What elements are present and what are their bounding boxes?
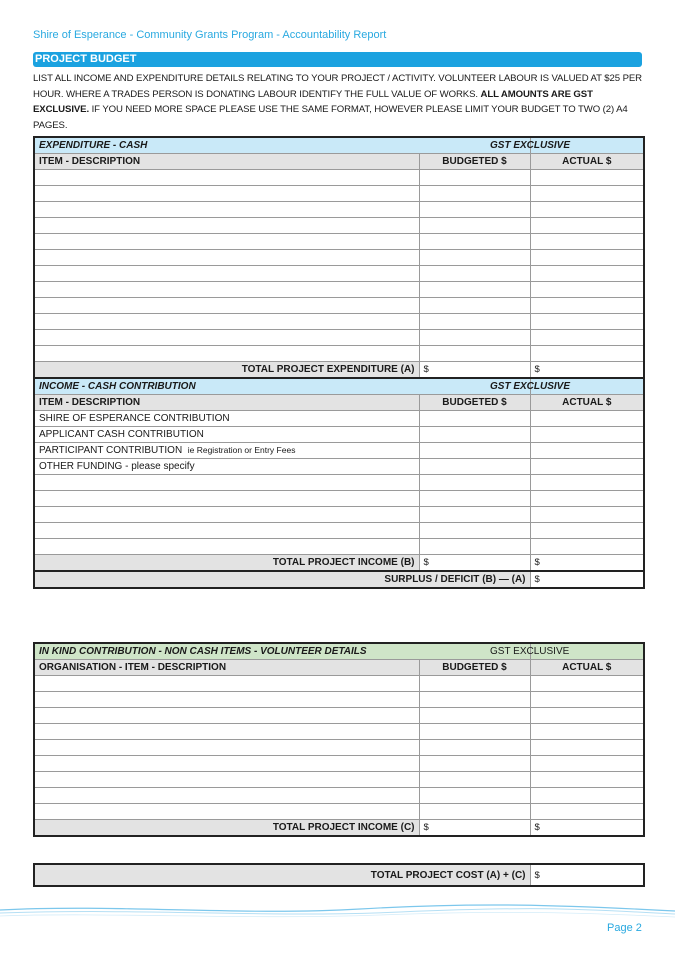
surplus-deficit-row bbox=[34, 571, 644, 588]
income-actual-cell[interactable] bbox=[530, 490, 644, 506]
inkind-budgeted-cell[interactable] bbox=[419, 723, 530, 739]
income-item-cell[interactable] bbox=[34, 490, 419, 506]
expenditure-item-cell[interactable] bbox=[34, 169, 419, 185]
income-budgeted-cell[interactable] bbox=[419, 522, 530, 538]
page-number: Page 2 bbox=[607, 922, 642, 934]
expenditure-actual-cell[interactable] bbox=[530, 249, 644, 265]
surplus-deficit-value[interactable]: $ bbox=[530, 571, 644, 588]
expenditure-item-cell[interactable] bbox=[34, 345, 419, 361]
col-item-description: ITEM - DESCRIPTION bbox=[34, 153, 419, 169]
expenditure-budgeted-cell[interactable] bbox=[419, 345, 530, 361]
income-item[interactable]: SHIRE OF ESPERANCE CONTRIBUTION bbox=[34, 410, 419, 426]
income-blank-row bbox=[34, 522, 644, 538]
income-blank-row bbox=[34, 506, 644, 522]
expenditure-item-cell[interactable] bbox=[34, 281, 419, 297]
income-actual-cell[interactable] bbox=[530, 426, 644, 442]
inkind-item-cell[interactable] bbox=[34, 675, 419, 691]
income-item-cell[interactable] bbox=[34, 474, 419, 490]
expenditure-item-cell[interactable] bbox=[34, 313, 419, 329]
expenditure-budgeted-cell[interactable] bbox=[419, 185, 530, 201]
total-cost-table bbox=[33, 863, 645, 887]
expenditure-item-cell[interactable] bbox=[34, 201, 419, 217]
income-blank-row bbox=[34, 538, 644, 554]
intro-paragraph bbox=[33, 71, 645, 133]
income-budgeted-cell[interactable] bbox=[419, 538, 530, 554]
expenditure-budgeted-cell[interactable] bbox=[419, 169, 530, 185]
col-item-description: ITEM - DESCRIPTION bbox=[34, 394, 419, 410]
expenditure-actual-cell[interactable] bbox=[530, 169, 644, 185]
inkind-actual-cell[interactable] bbox=[530, 675, 644, 691]
income-gst-label: GST EXCLUSIVE bbox=[490, 380, 571, 392]
inkind-actual-cell[interactable] bbox=[530, 691, 644, 707]
expenditure-item-cell[interactable] bbox=[34, 217, 419, 233]
section-title: PROJECT BUDGET bbox=[35, 53, 137, 65]
col-budgeted: BUDGETED $ bbox=[419, 659, 530, 675]
intro-bold-text: ALL AMOUNTS ARE GST EXCLUSIVE. bbox=[33, 88, 593, 115]
income-budgeted-cell[interactable] bbox=[419, 506, 530, 522]
expenditure-budgeted-cell[interactable] bbox=[419, 313, 530, 329]
inkind-actual-cell[interactable] bbox=[530, 723, 644, 739]
income-item[interactable]: OTHER FUNDING - please specify bbox=[34, 458, 419, 474]
expenditure-blank-row bbox=[34, 185, 644, 201]
inkind-gst-label: GST EXCLUSIVE bbox=[490, 645, 570, 657]
report-header-title: Shire of Esperance - Community Grants Program - Accountability Report bbox=[33, 29, 387, 41]
income-item-cell[interactable] bbox=[34, 522, 419, 538]
income-total-actual[interactable]: $ bbox=[530, 554, 644, 571]
income-total-budgeted[interactable]: $ bbox=[419, 554, 530, 571]
income-total-row bbox=[34, 554, 644, 571]
inkind-actual-cell[interactable] bbox=[530, 803, 644, 819]
expenditure-total-row bbox=[34, 361, 644, 378]
expenditure-gst-label: GST EXCLUSIVE bbox=[490, 139, 571, 151]
intro-text-2: IF YOU NEED MORE SPACE PLEASE USE THE SAME FORMAT, HOWEVER PLEASE LIMIT YOUR BUDGET TO TWO (2) A4 PAGES. bbox=[33, 104, 628, 131]
inkind-item-cell[interactable] bbox=[34, 707, 419, 723]
expenditure-title: EXPENDITURE - CASH GST EXCLUSIVE bbox=[34, 137, 530, 153]
total-cost-row bbox=[34, 864, 644, 886]
inkind-item-cell[interactable] bbox=[34, 723, 419, 739]
participant-note: ie Registration or Entry Fees bbox=[187, 444, 296, 455]
col-org-item-description: ORGANISATION - ITEM - DESCRIPTION bbox=[34, 659, 419, 675]
inkind-budgeted-cell[interactable] bbox=[419, 675, 530, 691]
inkind-blank-row bbox=[34, 723, 644, 739]
expenditure-item-cell[interactable] bbox=[34, 249, 419, 265]
expenditure-actual-cell[interactable] bbox=[530, 345, 644, 361]
income-budgeted-cell[interactable] bbox=[419, 474, 530, 490]
expenditure-item-cell[interactable] bbox=[34, 329, 419, 345]
section-title-bar bbox=[33, 52, 642, 67]
inkind-item-cell[interactable] bbox=[34, 803, 419, 819]
expenditure-income-table bbox=[33, 136, 645, 589]
expenditure-item-cell[interactable] bbox=[34, 233, 419, 249]
income-row-applicant bbox=[34, 426, 644, 442]
col-actual: ACTUAL $ bbox=[530, 394, 644, 410]
inkind-blank-row bbox=[34, 691, 644, 707]
income-budgeted-cell[interactable] bbox=[419, 426, 530, 442]
income-row-shire bbox=[34, 410, 644, 426]
expenditure-actual-cell[interactable] bbox=[530, 265, 644, 281]
inkind-blank-row bbox=[34, 787, 644, 803]
income-title: INCOME - CASH CONTRIBUTION GST EXCLUSIVE bbox=[34, 378, 530, 394]
inkind-actual-cell[interactable] bbox=[530, 707, 644, 723]
income-item[interactable]: APPLICANT CASH CONTRIBUTION bbox=[34, 426, 419, 442]
income-actual-cell[interactable] bbox=[530, 506, 644, 522]
inkind-item-cell[interactable] bbox=[34, 755, 419, 771]
inkind-budgeted-cell[interactable] bbox=[419, 739, 530, 755]
expenditure-actual-cell[interactable] bbox=[530, 201, 644, 217]
expenditure-total-budgeted[interactable]: $ bbox=[419, 361, 530, 378]
inkind-item-cell[interactable] bbox=[34, 739, 419, 755]
inkind-total-label: TOTAL PROJECT INCOME (C) bbox=[34, 819, 419, 836]
income-actual-cell[interactable] bbox=[530, 458, 644, 474]
intro-text-1: LIST ALL INCOME AND EXPENDITURE DETAILS RELATING TO YOUR PROJECT / ACTIVITY. VOLUNTEER LABOUR IS VALUED AT $25 PER HOUR. WHERE A TRADES PERSON IS DONATING LABOUR IDENTIFY THE FULL VALUE OF WORKS. bbox=[33, 73, 642, 100]
inkind-blank-row bbox=[34, 755, 644, 771]
expenditure-blank-row bbox=[34, 217, 644, 233]
expenditure-blank-row bbox=[34, 233, 644, 249]
expenditure-blank-row bbox=[34, 329, 644, 345]
inkind-table bbox=[33, 642, 645, 837]
income-item[interactable]: PARTICIPANT CONTRIBUTION ie Registration or Entry Fees bbox=[34, 442, 419, 458]
expenditure-item-cell[interactable] bbox=[34, 297, 419, 313]
inkind-column-headers bbox=[34, 659, 644, 675]
footer-wave-decoration bbox=[0, 900, 675, 922]
expenditure-actual-cell[interactable] bbox=[530, 297, 644, 313]
income-budgeted-cell[interactable] bbox=[419, 458, 530, 474]
expenditure-blank-row bbox=[34, 201, 644, 217]
expenditure-blank-row bbox=[34, 281, 644, 297]
income-budgeted-cell[interactable] bbox=[419, 442, 530, 458]
expenditure-item-cell[interactable] bbox=[34, 265, 419, 281]
expenditure-budgeted-cell[interactable] bbox=[419, 297, 530, 313]
expenditure-actual-cell[interactable] bbox=[530, 281, 644, 297]
inkind-budgeted-cell[interactable] bbox=[419, 707, 530, 723]
col-budgeted: BUDGETED $ bbox=[419, 153, 530, 169]
expenditure-blank-row bbox=[34, 265, 644, 281]
income-actual-cell[interactable] bbox=[530, 442, 644, 458]
expenditure-budgeted-cell[interactable] bbox=[419, 217, 530, 233]
col-budgeted: BUDGETED $ bbox=[419, 394, 530, 410]
income-blank-row bbox=[34, 474, 644, 490]
col-actual: ACTUAL $ bbox=[530, 659, 644, 675]
income-actual-cell[interactable] bbox=[530, 522, 644, 538]
income-row-other bbox=[34, 458, 644, 474]
inkind-budgeted-cell[interactable] bbox=[419, 755, 530, 771]
inkind-blank-row bbox=[34, 739, 644, 755]
expenditure-budgeted-cell[interactable] bbox=[419, 249, 530, 265]
inkind-budgeted-cell[interactable] bbox=[419, 771, 530, 787]
inkind-budgeted-cell[interactable] bbox=[419, 691, 530, 707]
expenditure-blank-row bbox=[34, 313, 644, 329]
expenditure-budgeted-cell[interactable] bbox=[419, 233, 530, 249]
inkind-section-header bbox=[34, 643, 644, 659]
income-actual-cell[interactable] bbox=[530, 410, 644, 426]
inkind-actual-cell[interactable] bbox=[530, 739, 644, 755]
income-blank-row bbox=[34, 490, 644, 506]
expenditure-blank-row bbox=[34, 249, 644, 265]
expenditure-budgeted-cell[interactable] bbox=[419, 265, 530, 281]
inkind-total-budgeted[interactable]: $ bbox=[419, 819, 530, 836]
expenditure-total-actual[interactable]: $ bbox=[530, 361, 644, 378]
expenditure-blank-row bbox=[34, 345, 644, 361]
inkind-title: IN KIND CONTRIBUTION - NON CASH ITEMS - VOLUNTEER DETAILS GST EXCLUSIVE bbox=[34, 643, 530, 659]
expenditure-total-label: TOTAL PROJECT EXPENDITURE (A) bbox=[34, 361, 419, 378]
inkind-item-cell[interactable] bbox=[34, 691, 419, 707]
inkind-blank-row bbox=[34, 803, 644, 819]
inkind-actual-cell[interactable] bbox=[530, 755, 644, 771]
income-actual-cell[interactable] bbox=[530, 538, 644, 554]
income-budgeted-cell[interactable] bbox=[419, 490, 530, 506]
expenditure-actual-cell[interactable] bbox=[530, 185, 644, 201]
expenditure-actual-cell[interactable] bbox=[530, 329, 644, 345]
expenditure-item-cell[interactable] bbox=[34, 185, 419, 201]
inkind-item-cell[interactable] bbox=[34, 771, 419, 787]
inkind-blank-row bbox=[34, 675, 644, 691]
expenditure-actual-cell[interactable] bbox=[530, 217, 644, 233]
inkind-budgeted-cell[interactable] bbox=[419, 787, 530, 803]
income-budgeted-cell[interactable] bbox=[419, 410, 530, 426]
expenditure-blank-row bbox=[34, 169, 644, 185]
expenditure-actual-cell[interactable] bbox=[530, 233, 644, 249]
income-total-label: TOTAL PROJECT INCOME (B) bbox=[34, 554, 419, 571]
expenditure-blank-row bbox=[34, 297, 644, 313]
income-section-header bbox=[34, 378, 644, 394]
expenditure-actual-cell[interactable] bbox=[530, 313, 644, 329]
total-cost-value[interactable]: $ bbox=[530, 864, 644, 886]
expenditure-section-header bbox=[34, 137, 644, 153]
surplus-deficit-label: SURPLUS / DEFICIT (B) — (A) bbox=[34, 571, 530, 588]
col-actual: ACTUAL $ bbox=[530, 153, 644, 169]
inkind-item-cell[interactable] bbox=[34, 787, 419, 803]
income-actual-cell[interactable] bbox=[530, 474, 644, 490]
income-item-cell[interactable] bbox=[34, 506, 419, 522]
income-row-participant bbox=[34, 442, 644, 458]
inkind-total-actual[interactable]: $ bbox=[530, 819, 644, 836]
inkind-actual-cell[interactable] bbox=[530, 787, 644, 803]
expenditure-column-headers bbox=[34, 153, 644, 169]
inkind-blank-row bbox=[34, 771, 644, 787]
expenditure-budgeted-cell[interactable] bbox=[419, 201, 530, 217]
inkind-actual-cell[interactable] bbox=[530, 771, 644, 787]
inkind-total-row bbox=[34, 819, 644, 836]
inkind-budgeted-cell[interactable] bbox=[419, 803, 530, 819]
income-column-headers bbox=[34, 394, 644, 410]
total-cost-label: TOTAL PROJECT COST (A) + (C) bbox=[34, 864, 530, 886]
expenditure-budgeted-cell[interactable] bbox=[419, 329, 530, 345]
income-item-cell[interactable] bbox=[34, 538, 419, 554]
inkind-blank-row bbox=[34, 707, 644, 723]
expenditure-budgeted-cell[interactable] bbox=[419, 281, 530, 297]
